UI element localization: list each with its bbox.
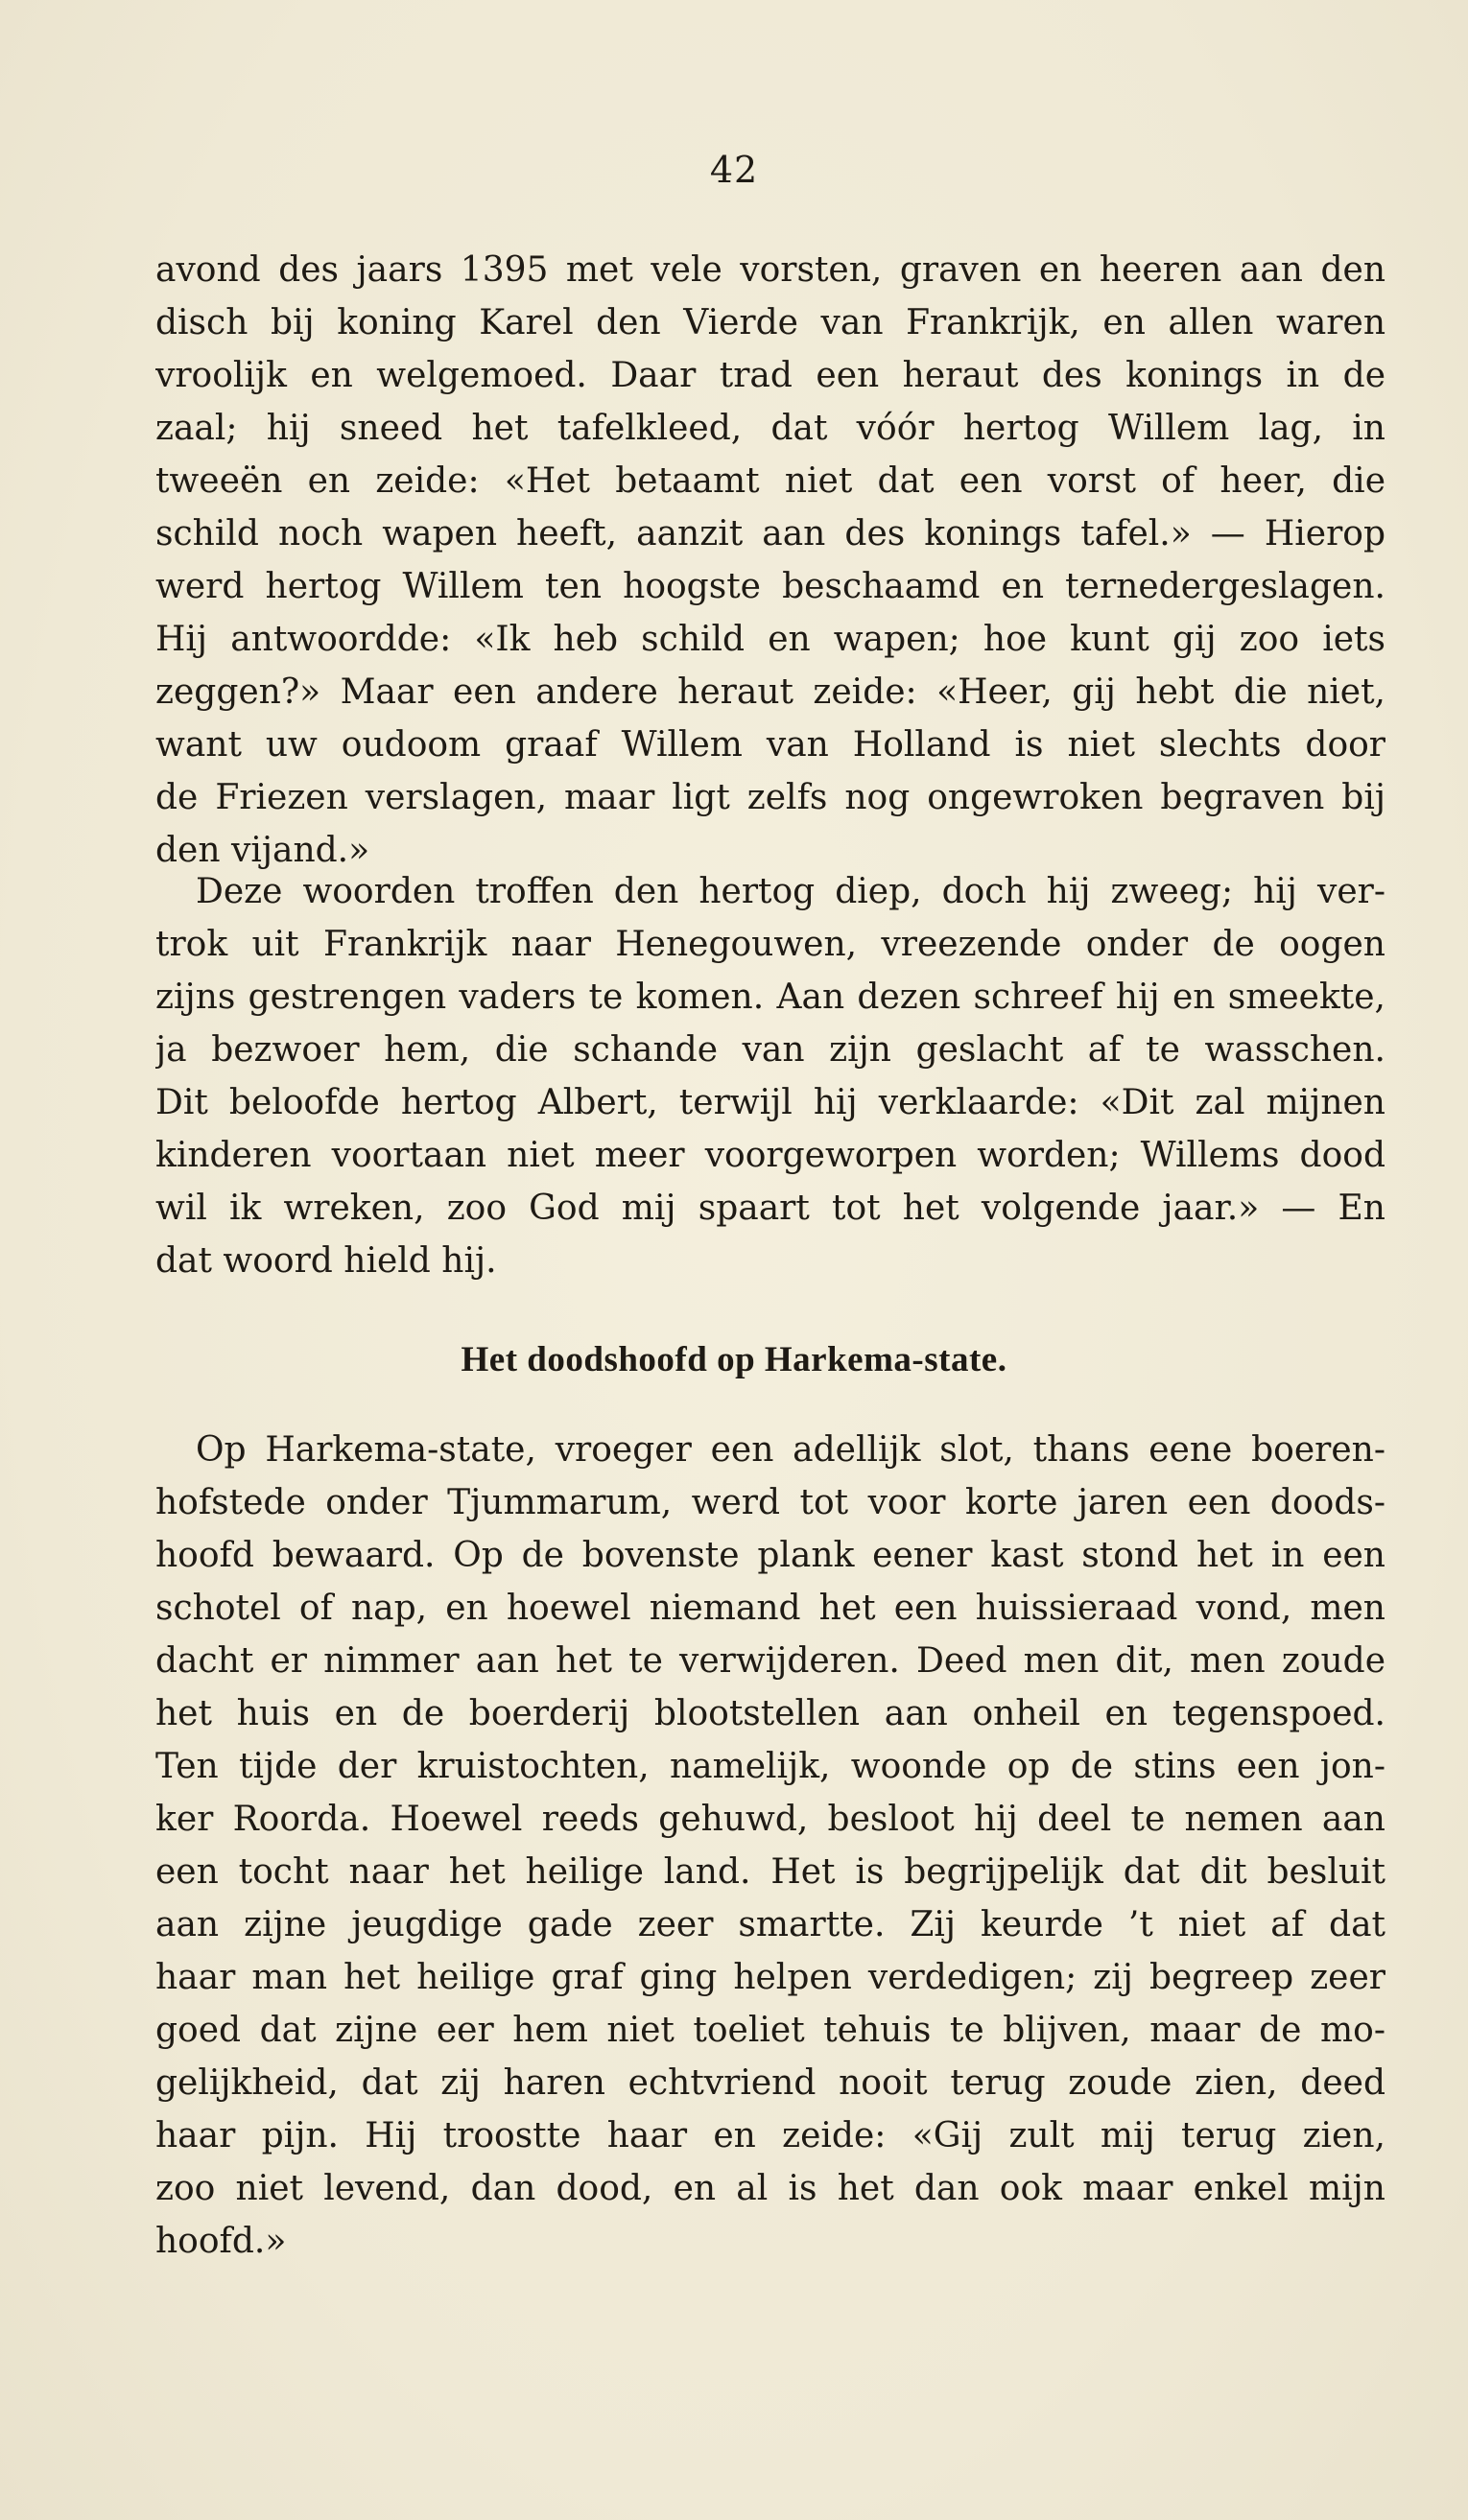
text-line: zijns gestrengen vaders te komen. Aan dezen schreef hij en smeekte, xyxy=(155,977,1385,1017)
section-heading: Het doodshoofd op Harkema-state. xyxy=(461,1340,1007,1379)
text-line: werd hertog Willem ten hoogste beschaamd en ternedergeslagen. xyxy=(155,567,1385,606)
text-line: tweeën en zeide: «Het betaamt niet dat een vorst of heer, die xyxy=(155,461,1385,501)
text-line: Ten tijde der kruistochten, namelijk, woonde op de stins een jon- xyxy=(155,1747,1385,1786)
text-line: avond des jaars 1395 met vele vorsten, graven en heeren aan den xyxy=(155,250,1385,290)
page-number: 42 xyxy=(709,149,759,191)
text-line: den vijand.» xyxy=(155,831,370,870)
text-line: kinderen voortaan niet meer voorgeworpen worden; Willems dood xyxy=(155,1136,1385,1175)
text-line: zeggen?» Maar een andere heraut zeide: «Heer, gij hebt die niet, xyxy=(155,672,1385,712)
text-line: Deze woorden troffen den hertog diep, doch hij zweeg; hij ver- xyxy=(196,872,1385,911)
text-line: gelijkheid, dat zij haren echtvriend nooit terug zoude zien, deed xyxy=(155,2063,1385,2103)
text-line: disch bij koning Karel den Vierde van Frankrijk, en allen waren xyxy=(155,303,1385,342)
text-line: trok uit Frankrijk naar Henegouwen, vreezende onder de oogen xyxy=(155,925,1385,964)
text-line: wil ik wreken, zoo God mij spaart tot het volgende jaar.» — En xyxy=(155,1189,1385,1228)
text-line: Op Harkema-state, vroeger een adellijk slot, thans eene boeren- xyxy=(196,1430,1385,1470)
text-line: hoofd bewaard. Op de bovenste plank eener kast stond het in een xyxy=(155,1536,1385,1575)
paragraph-3 xyxy=(155,1424,1385,2268)
text-line: dacht er nimmer aan het te verwijderen. Deed men dit, men zoude xyxy=(155,1641,1385,1681)
text-line: Dit beloofde hertog Albert, terwijl hij verklaarde: «Dit zal mijnen xyxy=(155,1083,1385,1122)
text-line: het huis en de boerderij blootstellen aan onheil en tegenspoed. xyxy=(155,1694,1385,1733)
text-line: schild noch wapen heeft, aanzit aan des konings tafel.» — Hierop xyxy=(155,514,1385,553)
paragraph-1 xyxy=(155,244,1385,877)
text-line: zaal; hij sneed het tafelkleed, dat vóór hertog Willem lag, in xyxy=(155,409,1385,448)
text-line: haar man het heilige graf ging helpen verdedigen; zij begreep zeer xyxy=(155,1958,1385,1997)
text-line: haar pijn. Hij troostte haar en zeide: «Gij zult mij terug zien, xyxy=(155,2116,1385,2155)
paragraph-2 xyxy=(155,865,1385,1287)
text-line: aan zijne jeugdige gade zeer smartte. Zij keurde ’t niet af dat xyxy=(155,1905,1385,1944)
text-line: goed dat zijne eer hem niet toeliet tehuis te blijven, maar de mo- xyxy=(155,2011,1385,2050)
text-line: hoofd.» xyxy=(155,2222,287,2261)
text-line: een tocht naar het heilige land. Het is begrijpelijk dat dit besluit xyxy=(155,1852,1385,1892)
text-line: ker Roorda. Hoewel reeds gehuwd, besloot hij deel te nemen aan xyxy=(155,1800,1385,1839)
text-line: zoo niet levend, dan dood, en al is het dan ook maar enkel mijn xyxy=(155,2169,1385,2208)
text-line: schotel of nap, en hoewel niemand het een huissieraad vond, men xyxy=(155,1589,1385,1628)
text-line: hofstede onder Tjummarum, werd tot voor korte jaren een doods- xyxy=(155,1483,1385,1522)
text-line: ja bezwoer hem, die schande van zijn geslacht af te wasschen. xyxy=(155,1030,1385,1070)
text-line: vroolijk en welgemoed. Daar trad een heraut des konings in de xyxy=(155,356,1385,395)
text-line: de Friezen verslagen, maar ligt zelfs nog ongewroken begraven bij xyxy=(155,778,1385,817)
text-line: dat woord hield hij. xyxy=(155,1241,497,1281)
text-line: want uw oudoom graaf Willem van Holland is niet slechts door xyxy=(155,725,1385,765)
text-line: Hij antwoordde: «Ik heb schild en wapen; hoe kunt gij zoo iets xyxy=(155,620,1385,659)
